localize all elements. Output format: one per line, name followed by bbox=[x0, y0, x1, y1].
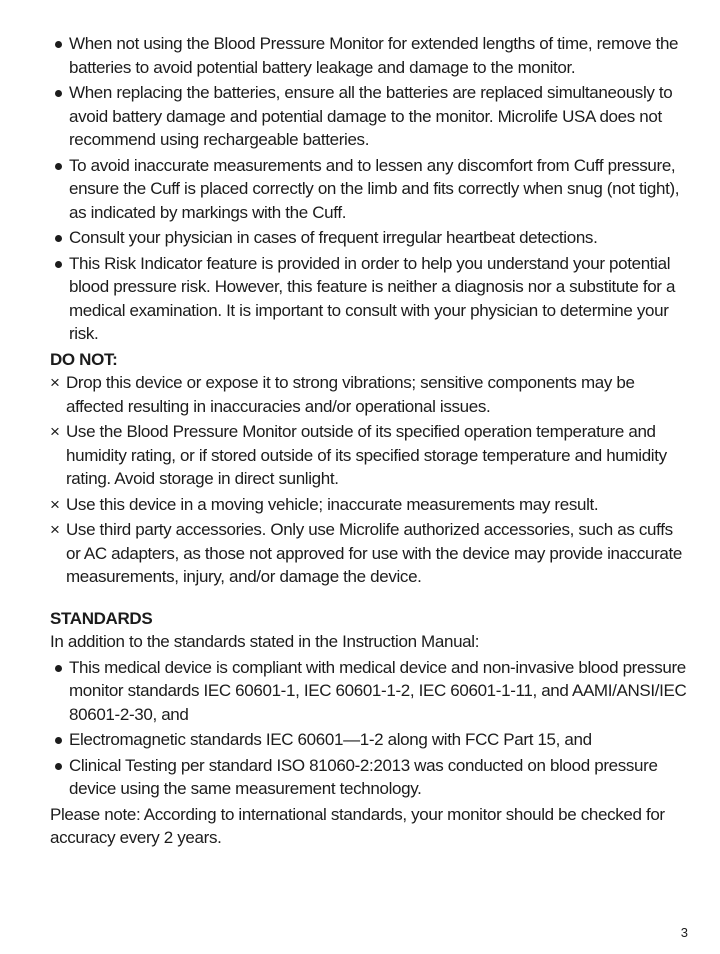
page-content bbox=[50, 32, 690, 852]
do-not-item-text: Drop this device or expose it to strong vibrations; sensitive components may be affected resulting in inaccuracies and/or operational issues. bbox=[66, 373, 635, 416]
standards-heading: STANDARDS bbox=[50, 608, 153, 628]
accuracy-note: Please note: According to international standards, your monitor should be checked for accuracy every 2 years. bbox=[50, 804, 665, 847]
standards-item: Clinical Testing per standard ISO 81060-2:2013 was conducted on blood pressure device using the same measurement technology. bbox=[50, 754, 690, 801]
do-not-list bbox=[50, 371, 690, 589]
precaution-item: This Risk Indicator feature is provided in order to help you understand your potential blood pressure risk. However, this feature is neither a diagnosis nor a substitute for a medical examination. It is important to consult with your physician to determine your risk. bbox=[50, 252, 690, 346]
do-not-item-text: Use this device in a moving vehicle; inaccurate measurements may result. bbox=[66, 494, 599, 514]
precautions-list bbox=[50, 32, 690, 346]
cross-icon: × bbox=[50, 422, 60, 441]
do-not-item-text: Use third party accessories. Only use Microlife authorized accessories, such as cuffs or AC adapters, as those not approved for use with the device may provide inaccurate measurements, injury, and/or damage the device. bbox=[66, 520, 683, 586]
do-not-heading: DO NOT: bbox=[50, 349, 118, 369]
standards-item: This medical device is compliant with medical device and non-invasive blood pressure monitor standards IEC 60601-1, IEC 60601-1-2, IEC 60601-1-11, and AAMI/ANSI/IEC 80601-2-30, and bbox=[50, 656, 690, 727]
do-not-item bbox=[50, 518, 690, 589]
standards-list bbox=[50, 656, 690, 801]
do-not-item bbox=[50, 493, 690, 517]
precaution-item: When not using the Blood Pressure Monitor for extended lengths of time, remove the batteries to avoid potential battery leakage and damage to the monitor. bbox=[50, 32, 690, 79]
do-not-item bbox=[50, 371, 690, 418]
do-not-item bbox=[50, 420, 690, 491]
cross-icon: × bbox=[50, 520, 60, 539]
page-number: 3 bbox=[680, 925, 688, 940]
precaution-item: Consult your physician in cases of frequent irregular heartbeat detections. bbox=[50, 226, 690, 250]
precaution-item: When replacing the batteries, ensure all the batteries are replaced simultaneously to avoid battery damage and potential damage to the monitor. Microlife USA does not recommend using rechargeable batteries. bbox=[50, 81, 690, 152]
do-not-item-text: Use the Blood Pressure Monitor outside of its specified operation temperature and humidity rating, or if stored outside of its specified storage temperature and humidity rating. Avoid storage in direct sunlight. bbox=[66, 422, 667, 488]
cross-icon: × bbox=[50, 494, 60, 514]
standards-intro: In addition to the standards stated in the Instruction Manual: bbox=[50, 632, 480, 651]
standards-item: Electromagnetic standards IEC 60601—1-2 along with FCC Part 15, and bbox=[50, 728, 690, 752]
precaution-item: To avoid inaccurate measurements and to lessen any discomfort from Cuff pressure, ensure the Cuff is placed correctly on the limb and fits correctly when snug (not tight), as indicated by markings with the Cuff. bbox=[50, 154, 690, 225]
cross-icon: × bbox=[50, 373, 60, 392]
